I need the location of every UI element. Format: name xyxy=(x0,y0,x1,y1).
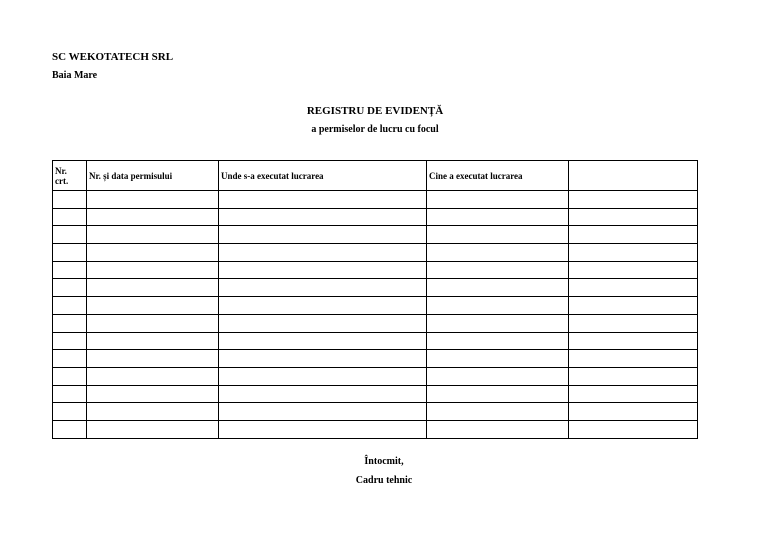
table-row xyxy=(53,420,698,438)
cell-work-location xyxy=(219,191,427,209)
cell-work-performer xyxy=(427,314,569,332)
company-city: Baia Mare xyxy=(52,70,98,81)
table-row xyxy=(53,226,698,244)
cell-permit-number-date xyxy=(87,261,219,279)
cell-nr-crt xyxy=(53,226,87,244)
prepared-by-label: Întocmit, xyxy=(364,456,404,467)
cell-extra xyxy=(569,297,698,315)
table-row xyxy=(53,367,698,385)
cell-permit-number-date xyxy=(87,226,219,244)
cell-work-performer xyxy=(427,403,569,421)
cell-work-location xyxy=(219,314,427,332)
cell-work-location xyxy=(219,208,427,226)
cell-work-performer xyxy=(427,261,569,279)
column-header-permit-number-date: Nr. și data permisului xyxy=(87,161,219,191)
cell-extra xyxy=(569,420,698,438)
cell-work-location xyxy=(219,244,427,262)
cell-nr-crt xyxy=(53,403,87,421)
cell-extra xyxy=(569,261,698,279)
cell-nr-crt xyxy=(53,367,87,385)
cell-extra xyxy=(569,226,698,244)
cell-nr-crt xyxy=(53,385,87,403)
cell-extra xyxy=(569,385,698,403)
table-row xyxy=(53,332,698,350)
cell-nr-crt xyxy=(53,332,87,350)
cell-work-location xyxy=(219,332,427,350)
cell-work-performer xyxy=(427,297,569,315)
register-table xyxy=(52,160,698,439)
cell-work-location xyxy=(219,226,427,244)
table-row xyxy=(53,314,698,332)
cell-nr-crt xyxy=(53,244,87,262)
cell-permit-number-date xyxy=(87,244,219,262)
table-row xyxy=(53,208,698,226)
header-row xyxy=(53,161,698,191)
cell-permit-number-date xyxy=(87,208,219,226)
cell-permit-number-date xyxy=(87,314,219,332)
cell-work-performer xyxy=(427,191,569,209)
cell-work-performer xyxy=(427,279,569,297)
table-row xyxy=(53,385,698,403)
table-row xyxy=(53,403,698,421)
cell-extra xyxy=(569,403,698,421)
cell-permit-number-date xyxy=(87,332,219,350)
cell-work-location xyxy=(219,350,427,368)
cell-work-location xyxy=(219,279,427,297)
cell-permit-number-date xyxy=(87,279,219,297)
cell-extra xyxy=(569,244,698,262)
cell-nr-crt xyxy=(53,279,87,297)
cell-work-location xyxy=(219,403,427,421)
cell-work-location xyxy=(219,367,427,385)
column-header-nr-crt: Nr. crt. xyxy=(53,161,87,191)
cell-permit-number-date xyxy=(87,191,219,209)
document-title: REGISTRU DE EVIDENȚĂ xyxy=(306,105,444,117)
cell-extra xyxy=(569,350,698,368)
cell-work-performer xyxy=(427,385,569,403)
table-row xyxy=(53,297,698,315)
column-header-work-performer: Cine a executat lucrarea xyxy=(427,161,569,191)
cell-work-performer xyxy=(427,332,569,350)
cell-work-performer xyxy=(427,367,569,385)
cell-extra xyxy=(569,367,698,385)
cell-permit-number-date xyxy=(87,367,219,385)
cell-permit-number-date xyxy=(87,420,219,438)
cell-work-location xyxy=(219,261,427,279)
column-header-extra xyxy=(569,161,698,191)
cell-nr-crt xyxy=(53,420,87,438)
cell-work-performer xyxy=(427,350,569,368)
table-row xyxy=(53,191,698,209)
cell-permit-number-date xyxy=(87,403,219,421)
cell-permit-number-date xyxy=(87,350,219,368)
register-table-header xyxy=(53,161,698,191)
cell-extra xyxy=(569,314,698,332)
company-name: SC WEKOTATECH SRL xyxy=(52,51,174,63)
cell-extra xyxy=(569,279,698,297)
table-row xyxy=(53,244,698,262)
cell-permit-number-date xyxy=(87,385,219,403)
cell-work-performer xyxy=(427,420,569,438)
cell-nr-crt xyxy=(53,208,87,226)
cell-work-location xyxy=(219,385,427,403)
cell-permit-number-date xyxy=(87,297,219,315)
cell-nr-crt xyxy=(53,314,87,332)
cell-work-performer xyxy=(427,208,569,226)
table-row xyxy=(53,279,698,297)
cell-work-location xyxy=(219,297,427,315)
prepared-by-role: Cadru tehnic xyxy=(355,475,413,486)
register-table-body xyxy=(53,191,698,439)
document-subtitle: a permiselor de lucru cu focul xyxy=(311,124,439,135)
cell-work-location xyxy=(219,420,427,438)
cell-work-performer xyxy=(427,226,569,244)
column-header-work-location: Unde s-a executat lucrarea xyxy=(219,161,427,191)
cell-work-performer xyxy=(427,244,569,262)
cell-nr-crt xyxy=(53,261,87,279)
cell-nr-crt xyxy=(53,350,87,368)
cell-extra xyxy=(569,191,698,209)
table-row xyxy=(53,350,698,368)
cell-extra xyxy=(569,208,698,226)
cell-extra xyxy=(569,332,698,350)
cell-nr-crt xyxy=(53,297,87,315)
cell-nr-crt xyxy=(53,191,87,209)
table-row xyxy=(53,261,698,279)
